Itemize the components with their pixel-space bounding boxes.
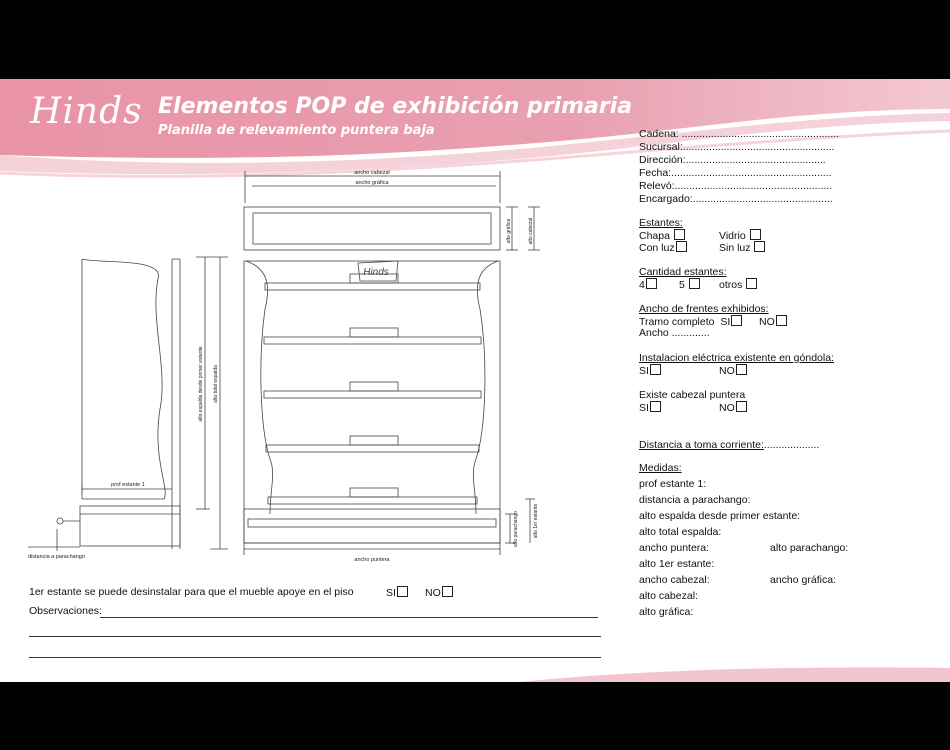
section-cabezal: Existe cabezal puntera <box>639 389 746 401</box>
field-direccion[interactable]: Dirección:................................................ <box>639 154 826 166</box>
medida-alto-espalda[interactable]: alto espalda desde primer estante: <box>639 510 801 522</box>
medida-ancho-puntera[interactable]: ancho puntera: <box>639 542 710 554</box>
cantidad-5-checkbox[interactable] <box>689 278 700 289</box>
front-frame <box>244 261 500 543</box>
observaciones-line-3[interactable] <box>29 657 601 658</box>
front-shelves <box>264 274 481 504</box>
label-ancho-grafica: ancho gráfica <box>355 180 389 186</box>
instalacion-si-checkbox[interactable] <box>650 364 661 375</box>
side-base <box>80 506 180 546</box>
footer-wave <box>520 664 950 682</box>
medida-prof[interactable]: prof estante 1: <box>639 478 707 490</box>
front-header-graphic <box>253 213 491 244</box>
medida-ancho-cabezal[interactable]: ancho cabezal: <box>639 574 710 586</box>
section-instalacion: Instalacion eléctrica existente en góndola: <box>639 352 834 364</box>
medida-alto-parachango[interactable]: alto parachango: <box>770 542 849 554</box>
field-sucursal[interactable]: Sucursal:.................................................... <box>639 141 835 153</box>
page-title: Elementos POP de exhibición primaria <box>158 94 633 119</box>
medida-alto-grafica[interactable]: alto gráfica: <box>639 606 694 618</box>
field-cadena[interactable]: Cadena: ...................................................... <box>639 128 840 140</box>
sin-luz-checkbox[interactable] <box>754 241 765 252</box>
front-base <box>244 509 500 543</box>
desinstalar-no-checkbox[interactable] <box>442 586 453 597</box>
field-ancho[interactable]: Ancho ............. <box>639 327 710 339</box>
label-alto-parachango: alto parachango <box>513 511 519 547</box>
section-cantidad: Cantidad estantes: <box>639 266 727 278</box>
con-luz-checkbox[interactable] <box>676 241 687 252</box>
side-shelf-curve <box>82 259 165 499</box>
observaciones-line-1[interactable] <box>100 617 598 618</box>
survey-sheet: Hinds Elementos POP de exhibición primaria Planilla de relevamiento puntera baja ancho cabezal ancho gráfica alto gráfica alto cabezal alto espalda desde primer estante alto total espalda prof estante 1 distancia a parachango ancho puntera alto parachango alto 1er estante Hinds Cadena: ...................................................... Sucursal:.................................................... Dirección:................................................ Fecha:....................................................... Relevó:...................................................... Encargado:................................................ Estantes: Chapa Vidrio Con luz Sin luz Cantidad estantes: 4 5 otros Ancho de frentes exhibidos: Tramo completo SI NO Ancho ............. Instalacion eléctrica existente en góndola: SI NO Existe cabezal puntera SI NO Distancia a toma corriente:................... Medidas: prof estante 1: distancia a parachango: alto espalda desde primer estante: alto total espalda: ancho puntera: alto parachango: alto 1er estante: ancho cabezal: ancho gráfica: alto cabezal: alto gráfica: 1er estante se puede desinstalar para que el mueble apoye en el piso SI NO Observaciones: <box>0 79 950 682</box>
medida-alto-cabezal[interactable]: alto cabezal: <box>639 590 698 602</box>
label-ancho-puntera: ancho puntera <box>354 557 390 563</box>
field-encargado[interactable]: Encargado:................................................ <box>639 193 833 205</box>
front-logo: Hinds <box>363 267 389 278</box>
label-alto-cabezal: alto cabezal <box>528 217 534 245</box>
front-header-box <box>244 207 500 250</box>
label-alto-1er: alto 1er estante <box>533 503 539 539</box>
field-relevo[interactable]: Relevó:...................................................... <box>639 180 833 192</box>
label-distancia-parachango: distancia a parachango <box>28 554 85 560</box>
medida-alto-total[interactable]: alto total espalda: <box>639 526 722 538</box>
cantidad-4-checkbox[interactable] <box>646 278 657 289</box>
page-subtitle: Planilla de relevamiento puntera baja <box>158 123 435 138</box>
field-distancia-toma[interactable]: Distancia a toma corriente:................... <box>639 439 820 451</box>
medida-dist-parachango[interactable]: distancia a parachango: <box>639 494 751 506</box>
medida-ancho-grafica[interactable]: ancho gráfica: <box>770 574 836 586</box>
label-prof-estante: prof estante 1 <box>111 482 145 488</box>
cabezal-no-checkbox[interactable] <box>736 401 747 412</box>
label-alto-grafica: alto gráfica <box>506 218 512 244</box>
desinstalar-si-checkbox[interactable] <box>397 586 408 597</box>
observaciones-label: Observaciones: <box>29 605 102 617</box>
vidrio-checkbox[interactable] <box>750 229 761 240</box>
tramo-no-checkbox[interactable] <box>776 315 787 326</box>
cantidad-otros-checkbox[interactable] <box>746 278 757 289</box>
medida-alto-1er[interactable]: alto 1er estante: <box>639 558 715 570</box>
fixture-diagram <box>20 169 560 569</box>
cabezal-si-checkbox[interactable] <box>650 401 661 412</box>
desinstalar-question: 1er estante se puede desinstalar para que el mueble apoye en el piso <box>29 586 354 598</box>
field-fecha[interactable]: Fecha:....................................................... <box>639 167 832 179</box>
observaciones-line-2[interactable] <box>29 636 601 637</box>
label-alto-total: alto total espalda <box>213 365 219 403</box>
chapa-checkbox[interactable] <box>674 229 685 240</box>
hinds-logo: Hinds <box>30 91 143 132</box>
instalacion-no-checkbox[interactable] <box>736 364 747 375</box>
section-ancho-frentes: Ancho de frentes exhibidos: <box>639 303 769 315</box>
label-ancho-cabezal: ancho cabezal <box>354 170 390 176</box>
tramo-si-checkbox[interactable] <box>731 315 742 326</box>
label-alto-espalda: alto espalda desde primer estante <box>198 346 204 422</box>
side-bumper <box>57 518 63 524</box>
section-medidas: Medidas: <box>639 462 682 474</box>
section-estantes: Estantes: <box>639 217 683 229</box>
